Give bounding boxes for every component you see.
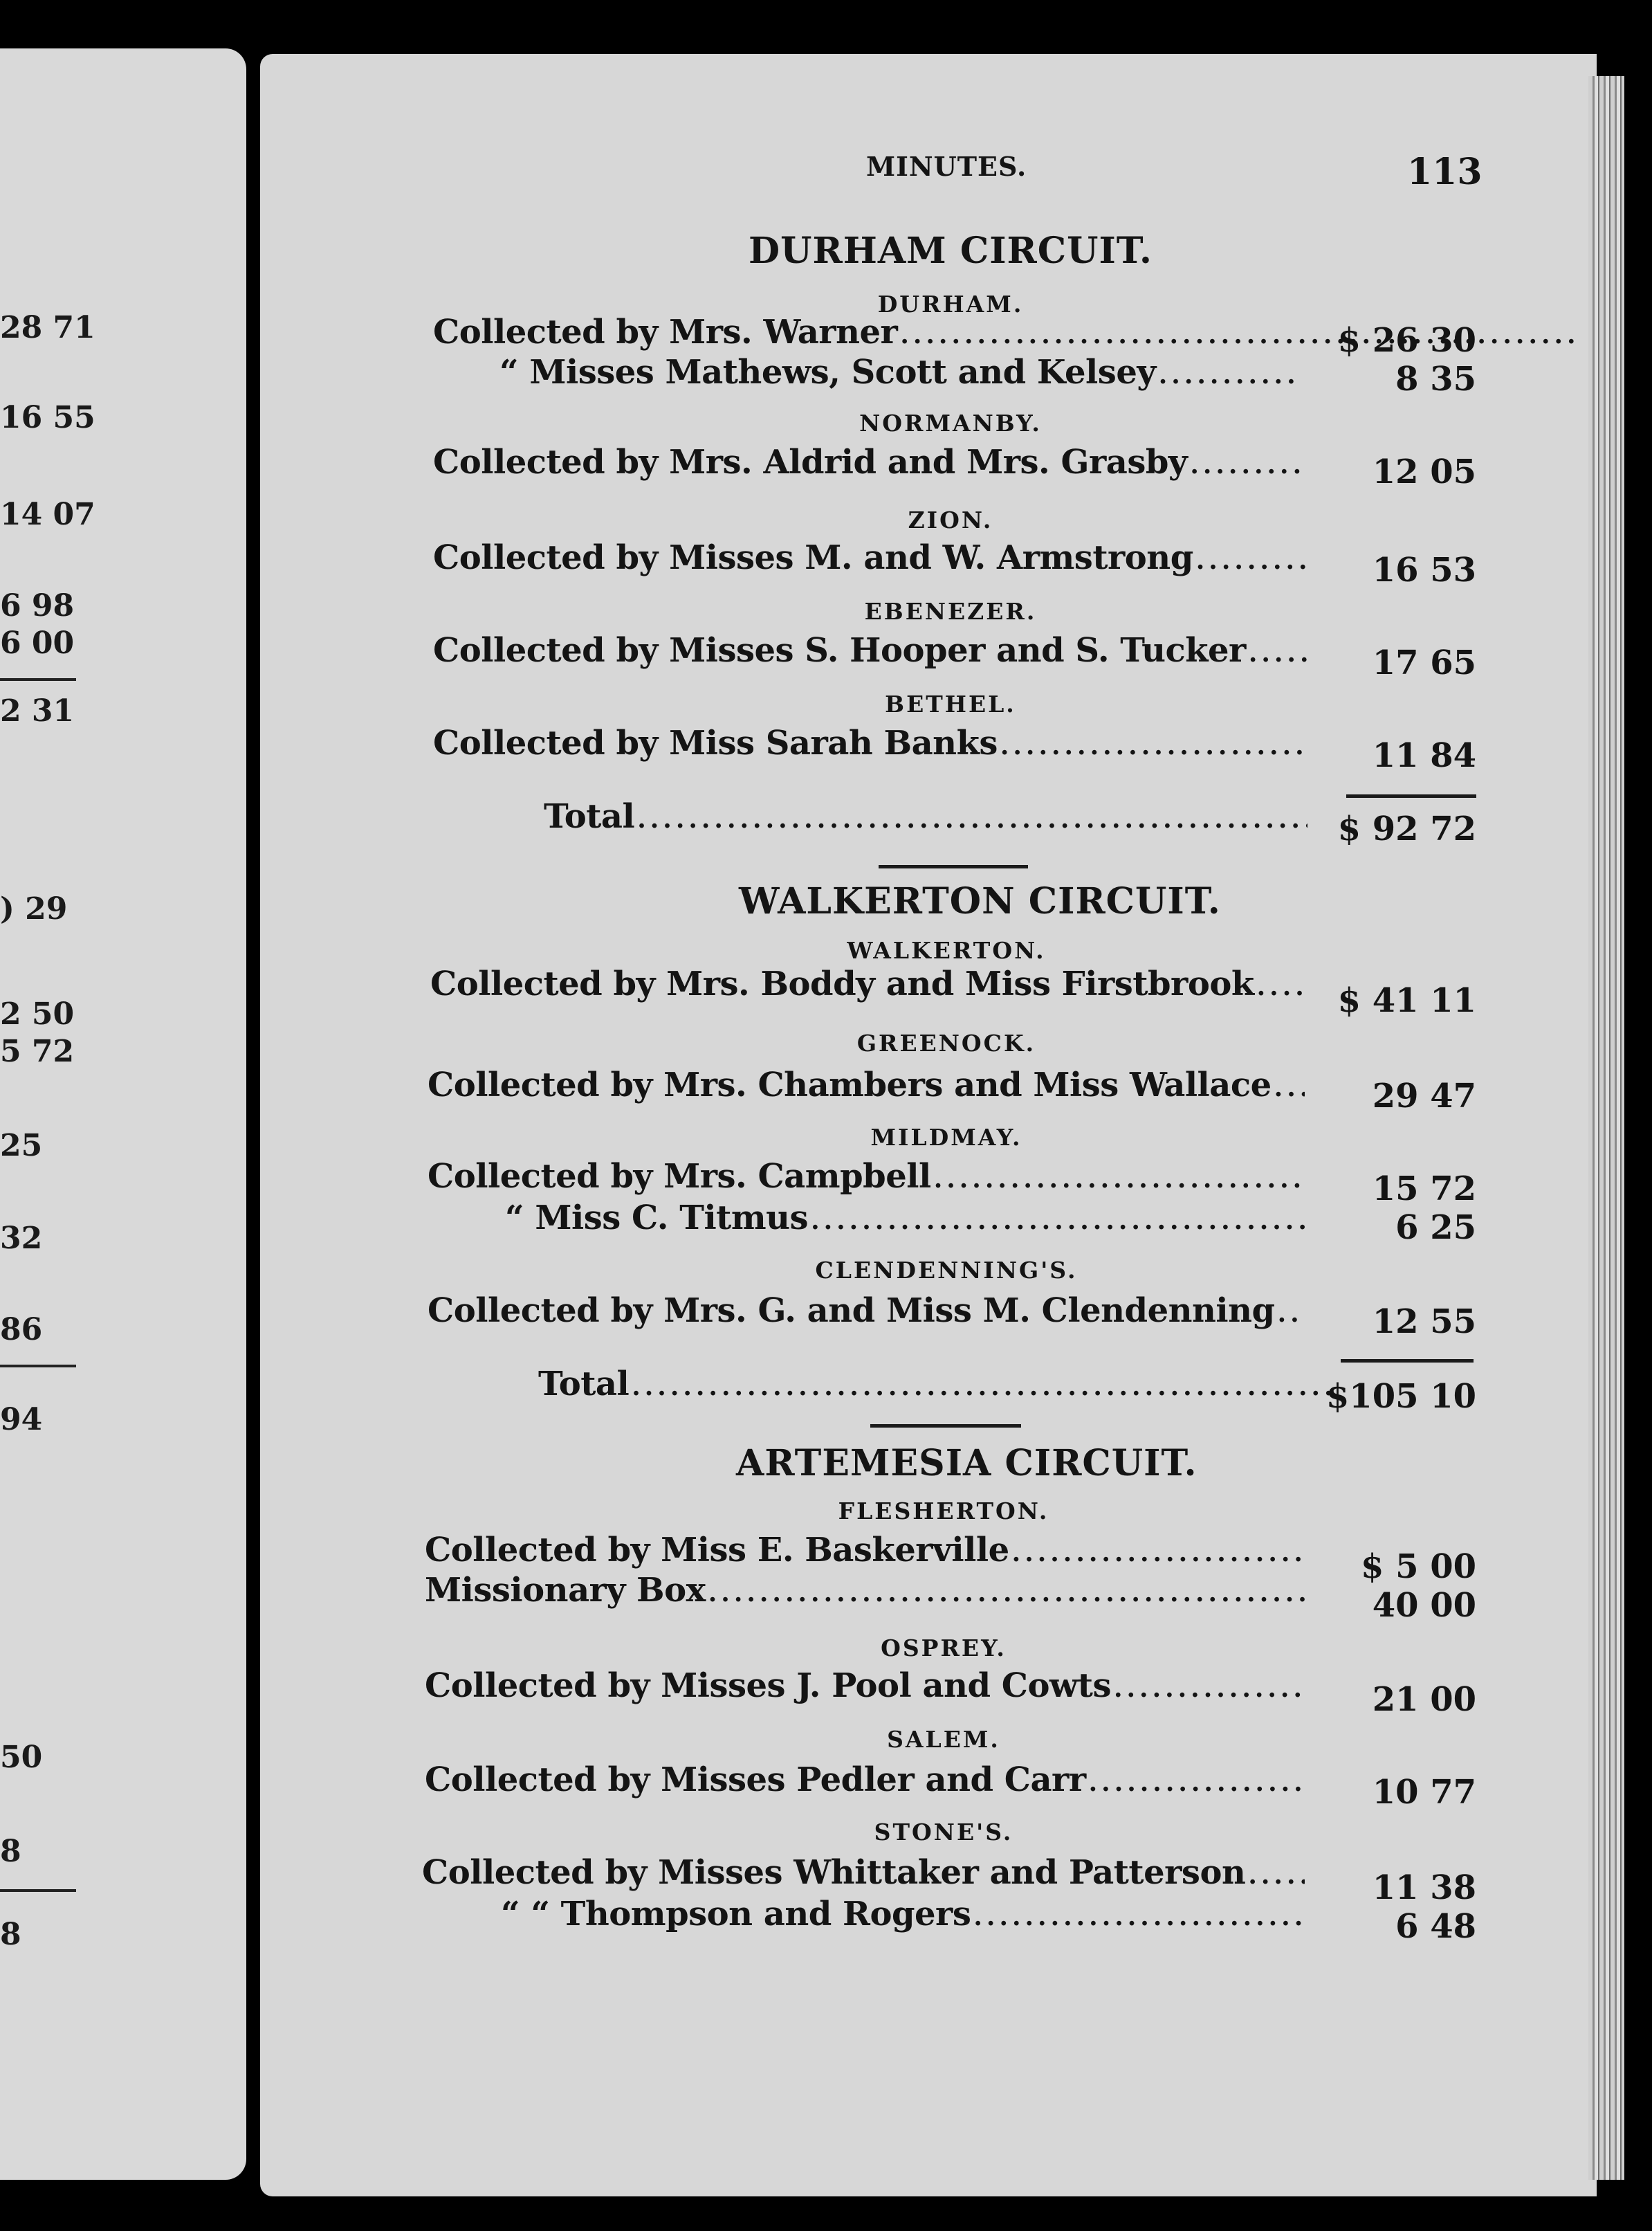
- entry-row: [422, 1853, 1305, 1892]
- entry-row: [501, 1895, 1305, 1933]
- station-heading: BETHEL.: [885, 691, 1016, 718]
- entry-amount: $ 41 11: [1337, 981, 1476, 1020]
- station-heading: SALEM.: [887, 1726, 1000, 1753]
- entry-amount: 21 00: [1372, 1680, 1476, 1719]
- entry-amount: 40 00: [1372, 1586, 1476, 1625]
- leader-dots: [1245, 1861, 1305, 1890]
- total-row: [538, 1365, 1338, 1403]
- entry-description: “ Miss C. Titmus: [505, 1199, 809, 1237]
- entry-description: Collected by Misses M. and W. Armstrong: [433, 538, 1193, 577]
- station-heading: GREENOCK.: [856, 1030, 1036, 1057]
- sum-rule: [1346, 794, 1476, 798]
- leader-dots: [1156, 361, 1296, 390]
- station-heading: OSPREY.: [881, 1634, 1007, 1661]
- running-head: MINUTES.: [866, 151, 1027, 182]
- entry-description: Collected by Mrs. Boddy and Miss Firstbrook: [430, 965, 1254, 1003]
- left-page-fragment: [0, 48, 246, 2180]
- entry-amount: 8 35: [1395, 360, 1476, 399]
- total-label: Total: [544, 797, 635, 836]
- leader-dots: [1254, 972, 1305, 1001]
- left-fragment-rule: [0, 678, 76, 681]
- left-fragment-text: 8: [0, 1917, 21, 1952]
- total-amount: $ 92 72: [1337, 810, 1476, 848]
- total-row: [544, 797, 1307, 836]
- leader-dots: [808, 1206, 1305, 1235]
- entry-row: [428, 1066, 1305, 1104]
- left-fragment-text: 14 07: [0, 497, 95, 532]
- left-fragment-text: 94: [0, 1402, 43, 1437]
- entry-description: Collected by Mrs. Warner: [433, 313, 898, 352]
- entry-amount: 29 47: [1372, 1077, 1476, 1116]
- entry-amount: 6 25: [1395, 1208, 1476, 1247]
- leader-dots: [1187, 450, 1307, 480]
- left-fragment-text: 28 71: [0, 310, 95, 345]
- left-fragment-text: 2 31: [0, 693, 75, 729]
- station-heading: ZION.: [908, 507, 993, 534]
- station-heading: NORMANBY.: [859, 410, 1042, 437]
- entry-description: Collected by Misses Whittaker and Patterson: [422, 1853, 1246, 1892]
- station-heading: MILDMAY.: [870, 1124, 1022, 1151]
- entry-row: [425, 1531, 1305, 1569]
- leader-dots: [634, 805, 1307, 834]
- entry-description: Collected by Mrs. G. and Miss M. Clendenning: [428, 1291, 1275, 1330]
- station-heading: STONE'S.: [874, 1819, 1013, 1846]
- left-fragment-rule: [0, 1889, 76, 1892]
- leader-dots: [1111, 1674, 1305, 1703]
- leader-dots: [1246, 639, 1307, 668]
- entry-description: Collected by Miss E. Baskerville: [425, 1531, 1009, 1569]
- left-fragment-text: 25: [0, 1128, 43, 1163]
- circuit-title: DURHAM CIRCUIT.: [749, 230, 1153, 272]
- page-edges: [1588, 76, 1624, 2180]
- leader-dots: [998, 731, 1307, 761]
- entry-amount: 16 53: [1372, 551, 1476, 590]
- entry-row: [425, 1760, 1305, 1799]
- page-number: 113: [1407, 151, 1483, 193]
- entry-row: [499, 353, 1296, 392]
- entry-row: [430, 965, 1305, 1003]
- station-heading: WALKERTON.: [847, 937, 1046, 964]
- left-fragment-text: 50: [0, 1740, 43, 1775]
- entry-row: [433, 538, 1307, 577]
- entry-description: Collected by Miss Sarah Banks: [433, 724, 998, 763]
- left-fragment-text: 8: [0, 1834, 21, 1869]
- entry-description: Collected by Mrs. Campbell: [428, 1157, 931, 1196]
- entry-row: [433, 631, 1307, 670]
- entry-amount: 6 48: [1395, 1907, 1476, 1946]
- entry-amount: 10 77: [1372, 1773, 1476, 1812]
- left-fragment-text: 32: [0, 1221, 43, 1256]
- entry-amount: $ 26 30: [1337, 321, 1476, 360]
- entry-description: Missionary Box: [425, 1571, 706, 1610]
- leader-dots: [706, 1578, 1305, 1608]
- total-label: Total: [538, 1365, 630, 1403]
- entry-row: [425, 1571, 1305, 1610]
- circuit-title: ARTEMESIA CIRCUIT.: [736, 1442, 1197, 1484]
- leader-dots: [1272, 1073, 1305, 1102]
- book-gutter: [246, 48, 260, 2207]
- entry-amount: 17 65: [1372, 644, 1476, 682]
- left-fragment-text: 2 50: [0, 996, 75, 1032]
- left-fragment-rule: [0, 1365, 76, 1367]
- entry-description: Collected by Misses S. Hooper and S. Tucker: [433, 631, 1246, 670]
- entry-amount: 11 38: [1372, 1868, 1476, 1907]
- leader-dots: [1193, 546, 1307, 575]
- circuit-title: WALKERTON CIRCUIT.: [739, 880, 1221, 922]
- entry-row: [428, 1157, 1305, 1196]
- left-fragment-text: 86: [0, 1312, 43, 1347]
- entry-description: “ “ Thompson and Rogers: [501, 1895, 971, 1933]
- entry-description: Collected by Mrs. Chambers and Miss Wallace: [428, 1066, 1272, 1104]
- leader-dots: [1275, 1299, 1305, 1328]
- entry-description: “ Misses Mathews, Scott and Kelsey: [499, 353, 1156, 392]
- section-divider: [879, 865, 1028, 868]
- entry-row: [433, 724, 1307, 763]
- left-fragment-text: 5 72: [0, 1034, 75, 1069]
- section-divider: [870, 1424, 1021, 1428]
- total-amount: $105 10: [1325, 1377, 1476, 1416]
- station-heading: EBENEZER.: [864, 598, 1037, 625]
- entry-row: [433, 443, 1307, 482]
- left-fragment-text: 16 55: [0, 400, 95, 435]
- entry-row: [425, 1666, 1305, 1705]
- entry-amount: 15 72: [1372, 1169, 1476, 1208]
- leader-dots: [1009, 1538, 1305, 1567]
- entry-amount: 11 84: [1372, 736, 1476, 775]
- sum-rule: [1341, 1359, 1474, 1363]
- left-fragment-text: 6 98: [0, 588, 75, 623]
- leader-dots: [971, 1902, 1305, 1931]
- left-fragment-text: ) 29: [0, 891, 68, 927]
- station-heading: FLESHERTON.: [838, 1497, 1049, 1524]
- leader-dots: [931, 1165, 1305, 1194]
- station-heading: CLENDENNING'S.: [815, 1257, 1078, 1284]
- entry-description: Collected by Misses Pedler and Carr: [425, 1760, 1086, 1799]
- entry-amount: 12 55: [1372, 1302, 1476, 1341]
- entry-description: Collected by Misses J. Pool and Cowts: [425, 1666, 1111, 1705]
- station-heading: DURHAM.: [877, 291, 1024, 318]
- entry-amount: 12 05: [1372, 453, 1476, 491]
- entry-description: Collected by Mrs. Aldrid and Mrs. Grasby: [433, 443, 1188, 482]
- entry-amount: $ 5 00: [1360, 1547, 1476, 1586]
- entry-row: [505, 1199, 1305, 1237]
- leader-dots: [629, 1372, 1338, 1401]
- leader-dots: [1086, 1768, 1305, 1797]
- entry-row: [428, 1291, 1305, 1330]
- left-fragment-text: 6 00: [0, 626, 75, 661]
